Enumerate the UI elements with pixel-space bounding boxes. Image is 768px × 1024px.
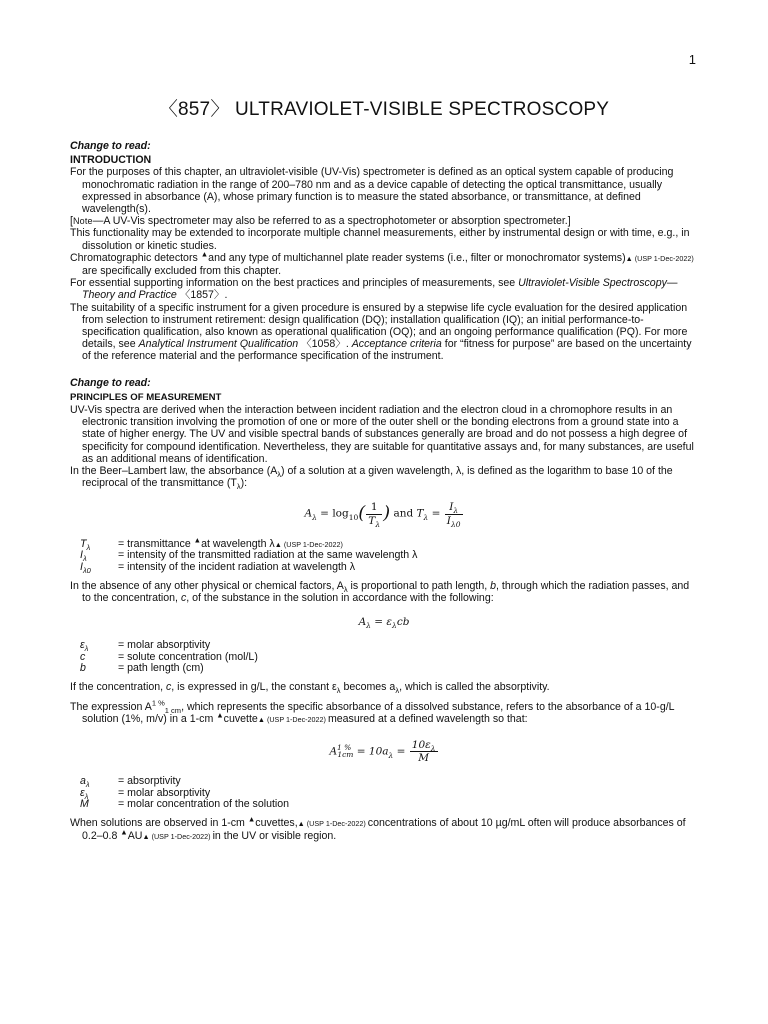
revision-mark-icon: ▲ [297, 818, 305, 828]
cross-reference-link[interactable]: Ultraviolet-Visible Spectroscopy—Theory and Practice [82, 277, 678, 302]
revision-mark-icon: ▲ [257, 715, 265, 725]
cross-reference-link[interactable]: Analytical Instrument Qualification [138, 338, 299, 351]
revision-tag: (USP 1-Dec-2022) [264, 715, 328, 725]
paragraph: UV-Vis spectra are derived when the interaction between incident radiation and the electron cloud in a chromophore results in an electronic transition involving the promotion of one or more of the outer shell or the bonding electrons from a ground state into a state of higher energy. The UV and visible spectral bands of substances generally are broad and do not possess a high degree of specificity for compound identification. Nevertheless, they are suitable for quantitative assays and, for many substances, are useful as an additional means of identification. [70, 404, 694, 465]
definition-row [80, 799, 698, 811]
definition-list [80, 776, 698, 811]
definition-list [80, 535, 698, 576]
definition-text: = intensity of the incident radiation at wavelength λ [118, 561, 356, 574]
definition-term: M [80, 798, 89, 811]
definition-row [80, 562, 698, 574]
section-heading-principles: PRINCIPLES OF MEASUREMENT [70, 391, 222, 403]
paragraph: When solutions are observed in 1-cm ▲cuvettes,▲ (USP 1-Dec-2022) concentrations of about 10 µg/mL often will produce absorbances of 0.2–0.8 ▲AU▲ (USP 1-Dec-2022) in the UV or visible region. [70, 814, 686, 843]
note-paragraph: [Note—A UV-Vis spectrometer may also be referred to as a spectrophotometer or absorption spectrometer.] [70, 215, 571, 228]
paragraph: In the Beer–Lambert law, the absorbance $(A_\lambda)$ of a solution at a given wavelength, λ, is defined as the logarithm to base 10 of the reciprocal of the transmittance $(T_\lambda)$: [70, 465, 673, 492]
definition-term: b [80, 662, 86, 675]
definition-term: $\varepsilon_\lambda$ [80, 639, 89, 654]
definition-text: = path length (cm) [118, 662, 204, 675]
definition-text: = solute concentration (mol/L) [118, 650, 258, 663]
paragraph: For essential supporting information on the best practices and principles of measurements, see Ultraviolet-Visible Spectroscopy—Theory and Practice 〈1857〉. [70, 277, 678, 302]
section-heading-introduction: INTRODUCTION [70, 154, 152, 167]
definition-term: $T_\lambda$ [80, 537, 91, 552]
paragraph: If the concentration, c, is expressed in g/L, the constant $\varepsilon_\lambda$ becomes $a_\lambda$, which is called the absorptivity. [70, 681, 550, 696]
page-number: 1 [688, 52, 696, 67]
paragraph: In the absence of any other physical or chemical factors, $A_\lambda$ is proportional to path length, b, through which the radiation passes, and to the concentration, c, of the substance in the solution in accordance with the following: [70, 579, 690, 604]
definition-text: = molar absorptivity [118, 786, 211, 799]
revision-tag: (USP 1-Dec-2022) [632, 253, 694, 263]
revision-mark-icon: ▲ [216, 710, 224, 720]
definition-text: = intensity of the transmitted radiation at the same wavelength λ [118, 549, 418, 562]
paragraph: This functionality may be extended to incorporate multiple channel measurements, either by instrumental design or with time, e.g., in dissolution or kinetic studies. [70, 227, 690, 252]
definition-row [80, 776, 698, 788]
paragraph: For the purposes of this chapter, an ultraviolet-visible (UV-Vis) spectrometer is defined as an optical system capable of producing monochromatic radiation in the range of 200–780 nm and as a device capable of detecting the optical transmittance, usually expressed in absorbance (A), whose primary function is to measure the stated absorbance, or transmittance, at defined wavelength(s). [70, 166, 674, 216]
revision-tag: (USP 1-Dec-2022) [304, 818, 368, 828]
paragraph: Chromatographic detectors ▲and any type of multichannel plate reader systems (i.e., filter or monochromator systems)▲ (USP 1-Dec-2022) are specifically excluded from this chapter. [70, 249, 694, 278]
equation-specific-absorbance: $A^{1 \%}_{1cm} = 10a_\lambda$ = $\frac{10\varepsilon_\lambda}{M}$ [329, 738, 436, 764]
definition-list [80, 640, 698, 675]
revision-mark-icon: ▲ [625, 253, 633, 263]
document-body [70, 140, 698, 843]
definition-term: $I_\lambda$ [80, 549, 87, 564]
paragraph: The suitability of a specific instrument for a given procedure is ensured by a stepwise life cycle evaluation for the desired application from selection to instrument retirement: design qualification (DQ); installation qualification (IQ); an initial performance-to-specification qualification, also known as operational qualification (OQ); and an ongoing performance qualification (PQ). For more details, see Analytical Instrument Qualification 〈1058〉. Acceptance criteria for “fitness for purpose” are based on the uncertainty of the reference material and the performance specification of the instrument. [70, 301, 692, 363]
definition-term: $I_{\lambda 0}$ [80, 561, 91, 576]
revision-mark-icon: ▲ [247, 814, 256, 824]
equation-absorbance: $A_\lambda = \varepsilon_\lambda cb$ [358, 616, 410, 631]
definition-term: $\varepsilon_\lambda$ [80, 786, 89, 801]
revision-tag: (USP 1-Dec-2022) [149, 832, 213, 842]
revision-mark-icon: ▲ [200, 249, 209, 259]
revision-mark-icon: ▲ [193, 535, 202, 545]
definition-text: = molar concentration of the solution [118, 798, 290, 811]
definition-term: $a_\lambda$ [80, 775, 90, 790]
definition-row [80, 663, 698, 675]
paragraph: The expression $A^{1 \%}_{1 cm}$, which represents the specific absorbance of a dissolved substance, refers to the absorbance of a 10-g/L solution (1%, m/v) in a 1-cm ▲cuvette▲ (USP 1-Dec-2022) measured at a defined wavelength so that: [70, 698, 675, 726]
definition-text: = molar absorptivity [118, 639, 211, 652]
definition-text: = absorptivity [118, 775, 181, 788]
revision-tag: (USP 1-Dec-2022) [281, 539, 343, 549]
chapter-title: 〈857〉 ULTRAVIOLET-VISIBLE SPECTROSCOPY [158, 99, 610, 120]
definition-term: c [80, 650, 86, 663]
revision-mark-icon: ▲ [120, 827, 128, 837]
change-label: Change to read: [70, 376, 151, 389]
revision-mark-icon: ▲ [142, 832, 150, 842]
definition-text: = transmittance ▲at wavelength λ▲ (USP 1-Dec-2022) [118, 535, 343, 550]
revision-mark-icon: ▲ [274, 539, 282, 549]
equation-beer-lambert: $A_\lambda = \log_{10}$( $\frac{1}{T_\lambda}$ ) and $T_\lambda$ = $\frac{I_\lambda}{I_{\lambda 0}}$ [304, 501, 461, 529]
change-label: Change to read: [70, 140, 151, 152]
